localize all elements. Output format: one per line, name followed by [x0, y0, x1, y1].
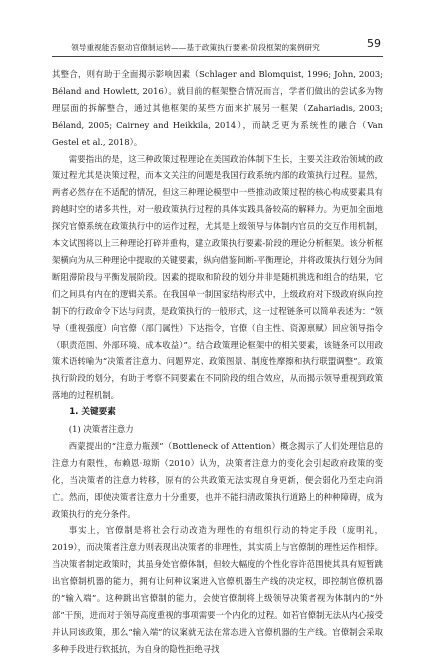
body-text	[52, 66, 383, 658]
section-heading-key-elements: 1. 关键要素	[69, 407, 116, 418]
paragraph-analysis-framework: 需要指出的是，这三种政策过程理论在美国政治体制下生长，主要关注政治领域的政策过程尤其是决策过程，而本文关注的问题是我国行政系统内部的政策执行过程。显然，两者必然存在不适配的情况，但这三种理论模型中一些推动政策过程的核心构成要素具有跨越时空的诸多共性，对一般政策执行过程的具体实践具备较高的解释力。为更加全面地探究官僚系统在政策执行中的运作过程，尤其是上级领导与体制内官员的交互作用机制，本文试图将以上三种理论打碎并重构，建立政策执行要素-阶段的理论分析框架。该分析框架横向为从三种理论中提取的关键要素，纵向借鉴间断-平衡理论，并将政策执行划分为间断阻滞阶段与平衡发展阶段。因素的提取和阶段的划分并非是随机挑选和组合的结果，它们之间具有内在的逻辑关系。在我国单一制国家结构形式中，上级政府对下级政府纵向控制下的行政命令下达与问责，是政策执行的一般形式，这一过程链条可以简单表述为：“领导（重视强度）向官僚（部门属性）下达指令，官僚（自主性、资源禀赋）回应领导指令（职责范围、外部环境、成本收益）”。结合政策理论框架中的相关要素，该链条可以用政策术语转喻为“决策者注意力、问题界定、政策图景、制度性摩擦和执行联盟调整”。政策执行阶段的划分，有助于考察不同要素在不同阶段的组合效应，从而揭示领导重视到政策落地的过程机制。	[52, 153, 383, 401]
running-header-title: 领导重视能否驱动官僚制运转——基于政策执行要素-阶段框架的案例研究	[71, 43, 320, 52]
page-number: 59	[367, 37, 381, 50]
paragraph-framework-integration: 其整合，则有助于全面揭示影响因素（Schlager and Blomquist, 1996; John, 2003; Béland and Howlett, 2016）。就目前的框架整合情况而言，学者们做出的尝试多为物理层面的拆解整合，通过其他框架的某些方面来扩展另一框架（Zahariadis, 2003; Béland, 2005; Cairney and Heikkila, 2014），而缺乏更为系统性的融合（Van Gestel et al., 2018）。	[52, 69, 383, 147]
paragraph-bureaucracy-rationality: 事实上，官僚制是将社会行动改造为理性的有组织行动的特定手段（庞明礼，2019），而决策者注意力则表现出决策者的非理性，其实质上与官僚制的理性运作相悖。当决策者制定政策时，其虽身处官僚体制，但较大幅度的个性化容许范围使其具有短暂跳出官僚制机器的能力，拥有让何种议案进入官僚机器生产线的决定权，即控制官僚机器的“输入端”。这种跳出官僚制的能力，会使官僚制将上级领导决策者视为体制内的“外部”干预，进而对于领导高度重视的事项需要一个内化的过程。如若官僚制无法从内心接受并认同该政策，那么“输入端”的议案就无法在常态进入官僚机器的生产线。官僚制会采取多种手段进行软抵抗，为自身的隐性拒绝寻找	[52, 525, 383, 654]
running-header	[52, 37, 383, 57]
paragraph-attention-bottleneck: 西蒙提出的“注意力瓶颈”（Bottleneck of Attention）概念揭示了人们处理信息的注意力有限性，布赖恩·琼斯（2010）认为，决策者注意力的变化会引起政府政策的变化，当决策者的注意力转移，原有的公共政策无法实现自身更新，便会弱化乃至走向消亡。然而，即使决策者注意力十分重要，也并不能扫清政策执行道路上的种种障碍，成为政策执行的充分条件。	[52, 440, 383, 519]
subsection-heading-attention: (1) 决策者注意力	[68, 424, 134, 435]
